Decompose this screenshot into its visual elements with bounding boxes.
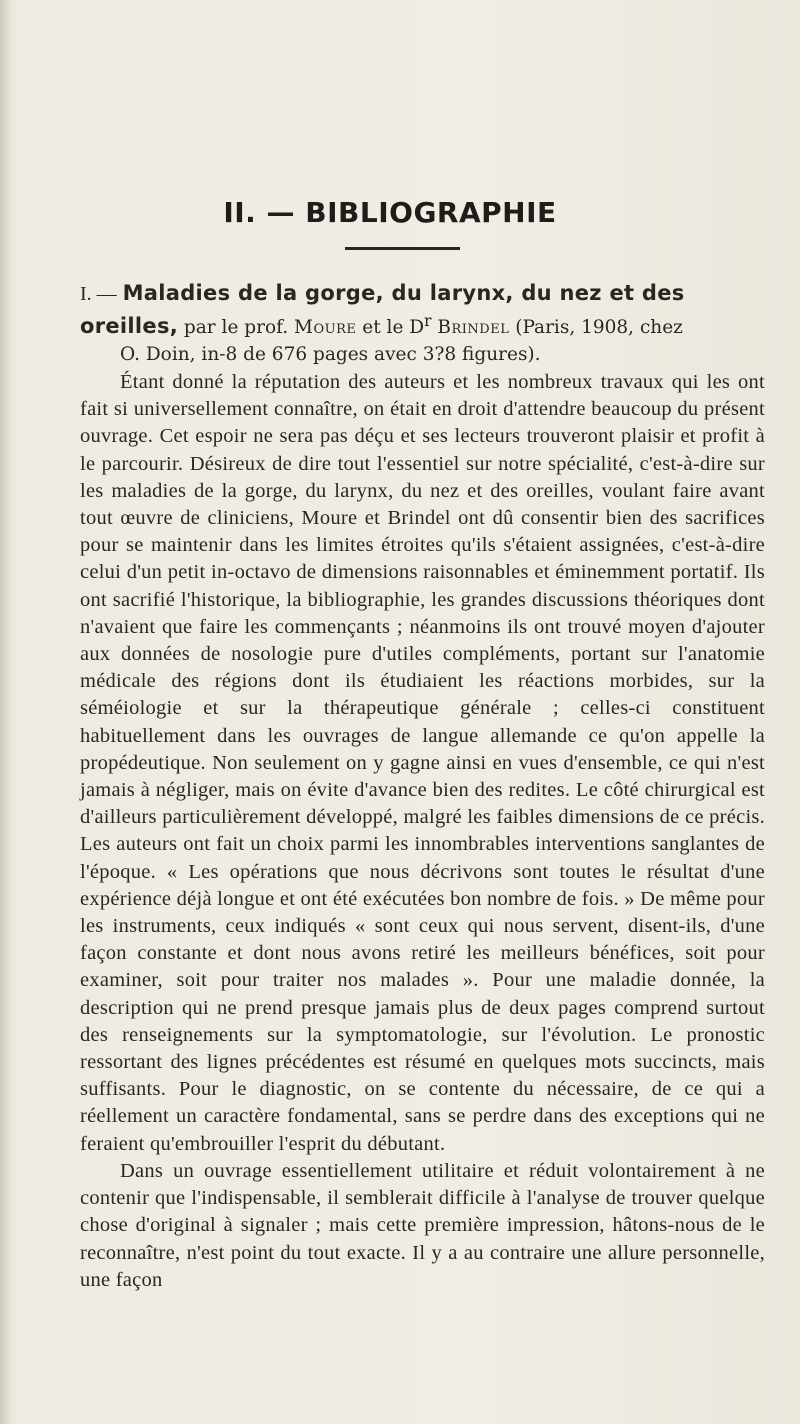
entry-and: et le D [356, 317, 425, 339]
bibliography-entry [80, 280, 765, 368]
entry-number: I. — [80, 283, 117, 305]
paragraph: Dans un ouvrage essentiellement utilitaire et réduit volontairement à ne contenir que l'indispensable, il semblerait difficile à l'analyse de trouver quelque chose d'original à signaler ; mais cette première impression, hâtons-nous de le reconnaître, n'est point du tout exacte. Il y a au contraire une allure personnelle, une façon [80, 1159, 765, 1291]
section-heading: II. — BIBLIOGRAPHIE [223, 196, 557, 229]
entry-author-2: Brindel [437, 317, 510, 339]
entry-by: par le prof. [178, 317, 295, 339]
entry-publication: (Paris, 1908, chez [509, 317, 683, 339]
entry-title: Maladies de la gorge, du larynx, du nez et des oreilles, [80, 281, 685, 339]
entry-publication-line2: O. Doin, in-8 de 676 pages avec 3?8 figures). [120, 344, 541, 366]
entry-dr-superscript: r [424, 312, 432, 330]
review-body [80, 369, 765, 1294]
entry-author-1: Moure [294, 317, 357, 339]
paragraph: Étant donné la réputation des auteurs et les nombreux travaux qui les ont fait si universellement connaître, on était en droit d'attendre beaucoup du présent ouvrage. Cet espoir ne sera pas déçu et ses lecteurs trouveront plaisir et profit à le parcourir. Désireux de dire tout l'essentiel sur notre spécialité, c'est-à-dire sur les maladies de la gorge, du larynx, du nez et des oreilles, voulant faire avant tout œuvre de cliniciens, Moure et Brindel ont dû consentir bien des sacrifices pour se maintenir dans les limites étroites qu'ils s'étaient assignées, c'est-à-dire celui d'un petit in-octavo de dimensions raisonnables et éminemment portatif. Ils ont sacrifié l'historique, la bibliographie, les grandes discussions théoriques dont n'avaient que faire les commençants ; néanmoins ils ont trouvé moyen d'ajouter aux données de nosologie pure d'utiles compléments, portant sur l'anatomie médicale des régions dont ils étudiaient les réactions morbides, sur la séméiologie et sur la thérapeutique générale ; celles-ci constituent habituellement dans les ouvrages de langue allemande ce qu'on appelle la propédeutique. Non seulement on y gagne ainsi en vues d'ensemble, ce qui n'est jamais à négliger, mais on évite d'avance bien des redites. Le côté chirurgical est d'ailleurs particulièrement développé, malgré les faibles dimensions de ce précis. Les auteurs ont fait un choix parmi les innombrables interventions sanglantes de l'époque. « Les opérations que nous décrivons sont toutes le résultat d'une expérience déjà longue et ont été exécutées bon nombre de fois. » De même pour les instruments, ceux indiqués « sont ceux qui nous servent, disent-ils, d'une façon constante et dont nous avons retiré les meilleurs bénéfices, soit pour examiner, soit pour traiter nos malades ». Pour une maladie donnée, la description qui ne prend presque jamais plus de deux pages comprend surtout des renseignements sur la symptomatologie, sur l'évolution. Le pronostic ressortant des lignes précédentes est résumé en quelques mots succincts, mais suffisants. Pour le diagnostic, on se contente du nécessaire, de ce qui a réellement un caractère fondamental, sans se perdre dans des exceptions qui ne feraient qu'embrouiller l'esprit du débutant. [80, 371, 765, 1155]
heading-rule [345, 247, 460, 250]
